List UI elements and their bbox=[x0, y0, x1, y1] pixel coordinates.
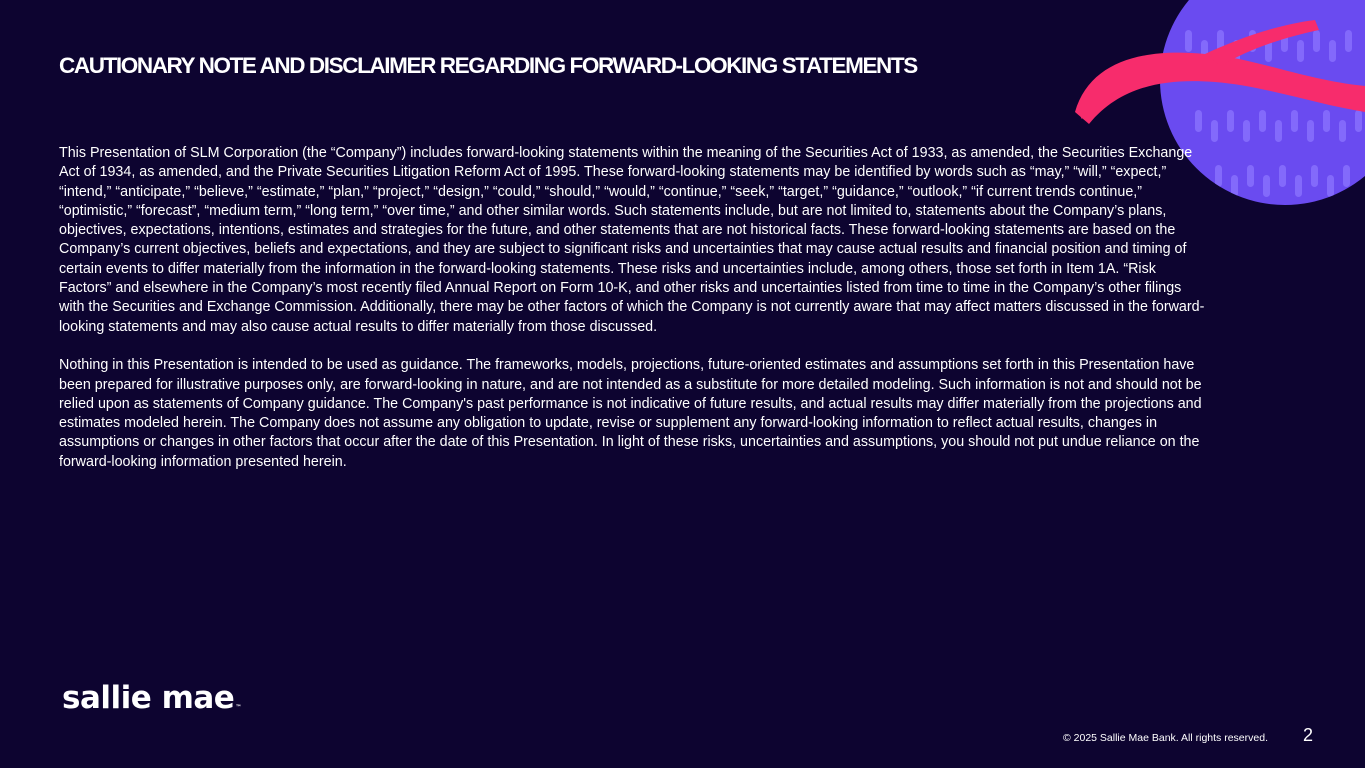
disclaimer-paragraph: This Presentation of SLM Corporation (the “Company”) includes forward-looking statements within the meaning of the Securities Act of 1933, as amended, the Securities Exchange Act of 1934, as amended, and the Private Securities Litigation Reform Act of 1995. These forward-looking statements may be identified by words such as “may,” “will,” “expect,” “intend,” “anticipate,” “believe,” “estimate,” “plan,” “project,” “design,” “could,” “should,” “would,” “continue,” “seek,” “target,” “guidance,” “outlook,” “if current trends continue,” “optimistic,” “forecast”, “medium term,” “long term,” “over time,” and other similar words. Such statements include, but are not limited to, statements about the Company’s plans, objectives, expectations, intentions, estimates and strategies for the future, and other statements that are not historical facts. These forward-looking statements are based on the Company’s current objectives, beliefs and expectations, and they are subject to significant risks and uncertainties that may cause actual results and financial position and timing of certain events to differ materially from the information in the forward-looking statements. These risks and uncertainties include, among others, those set forth in Item 1A. “Risk Factors” and elsewhere in the Company’s most recently filed Annual Report on Form 10-K, and other risks and uncertainties listed from time to time in the Company’s other filings with the Securities and Exchange Commission. Additionally, there may be other factors of which the Company is not currently aware that may affect matters discussed in the forward-looking statements and may also cause actual results to differ materially from those discussed. bbox=[59, 145, 1205, 335]
sallie-mae-logo bbox=[62, 678, 241, 718]
trademark-symbol: ™ bbox=[235, 704, 241, 711]
disclaimer-paragraph: Nothing in this Presentation is intended to be used as guidance. The frameworks, models, projections, future-oriented estimates and assumptions set forth in this Presentation have been prepared for illustrative purposes only, are forward-looking in nature, and are not intended as a substitute for more detailed modeling. Such information is not and should not be relied upon as statements of Company guidance. The Company's past performance is not indicative of future results, and actual results may differ materially from the projections and estimates modeled herein. The Company does not assume any obligation to update, revise or supplement any forward-looking information to reflect actual results, changes in assumptions or changes in other factors that occur after the date of this Presentation. In light of these risks, uncertainties and assumptions, you should not put undue reliance on the forward-looking information presented herein. bbox=[59, 357, 1202, 470]
page-number: 2 bbox=[1302, 725, 1313, 745]
disclaimer-body bbox=[59, 144, 1209, 491]
page-title: CAUTIONARY NOTE AND DISCLAIMER REGARDING FORWARD-LOOKING STATEMENTS bbox=[59, 53, 917, 78]
copyright-notice: © 2025 Sallie Mae Bank. All rights reserved. bbox=[1062, 732, 1268, 744]
logo-wordmark: sallie mae bbox=[62, 680, 235, 716]
